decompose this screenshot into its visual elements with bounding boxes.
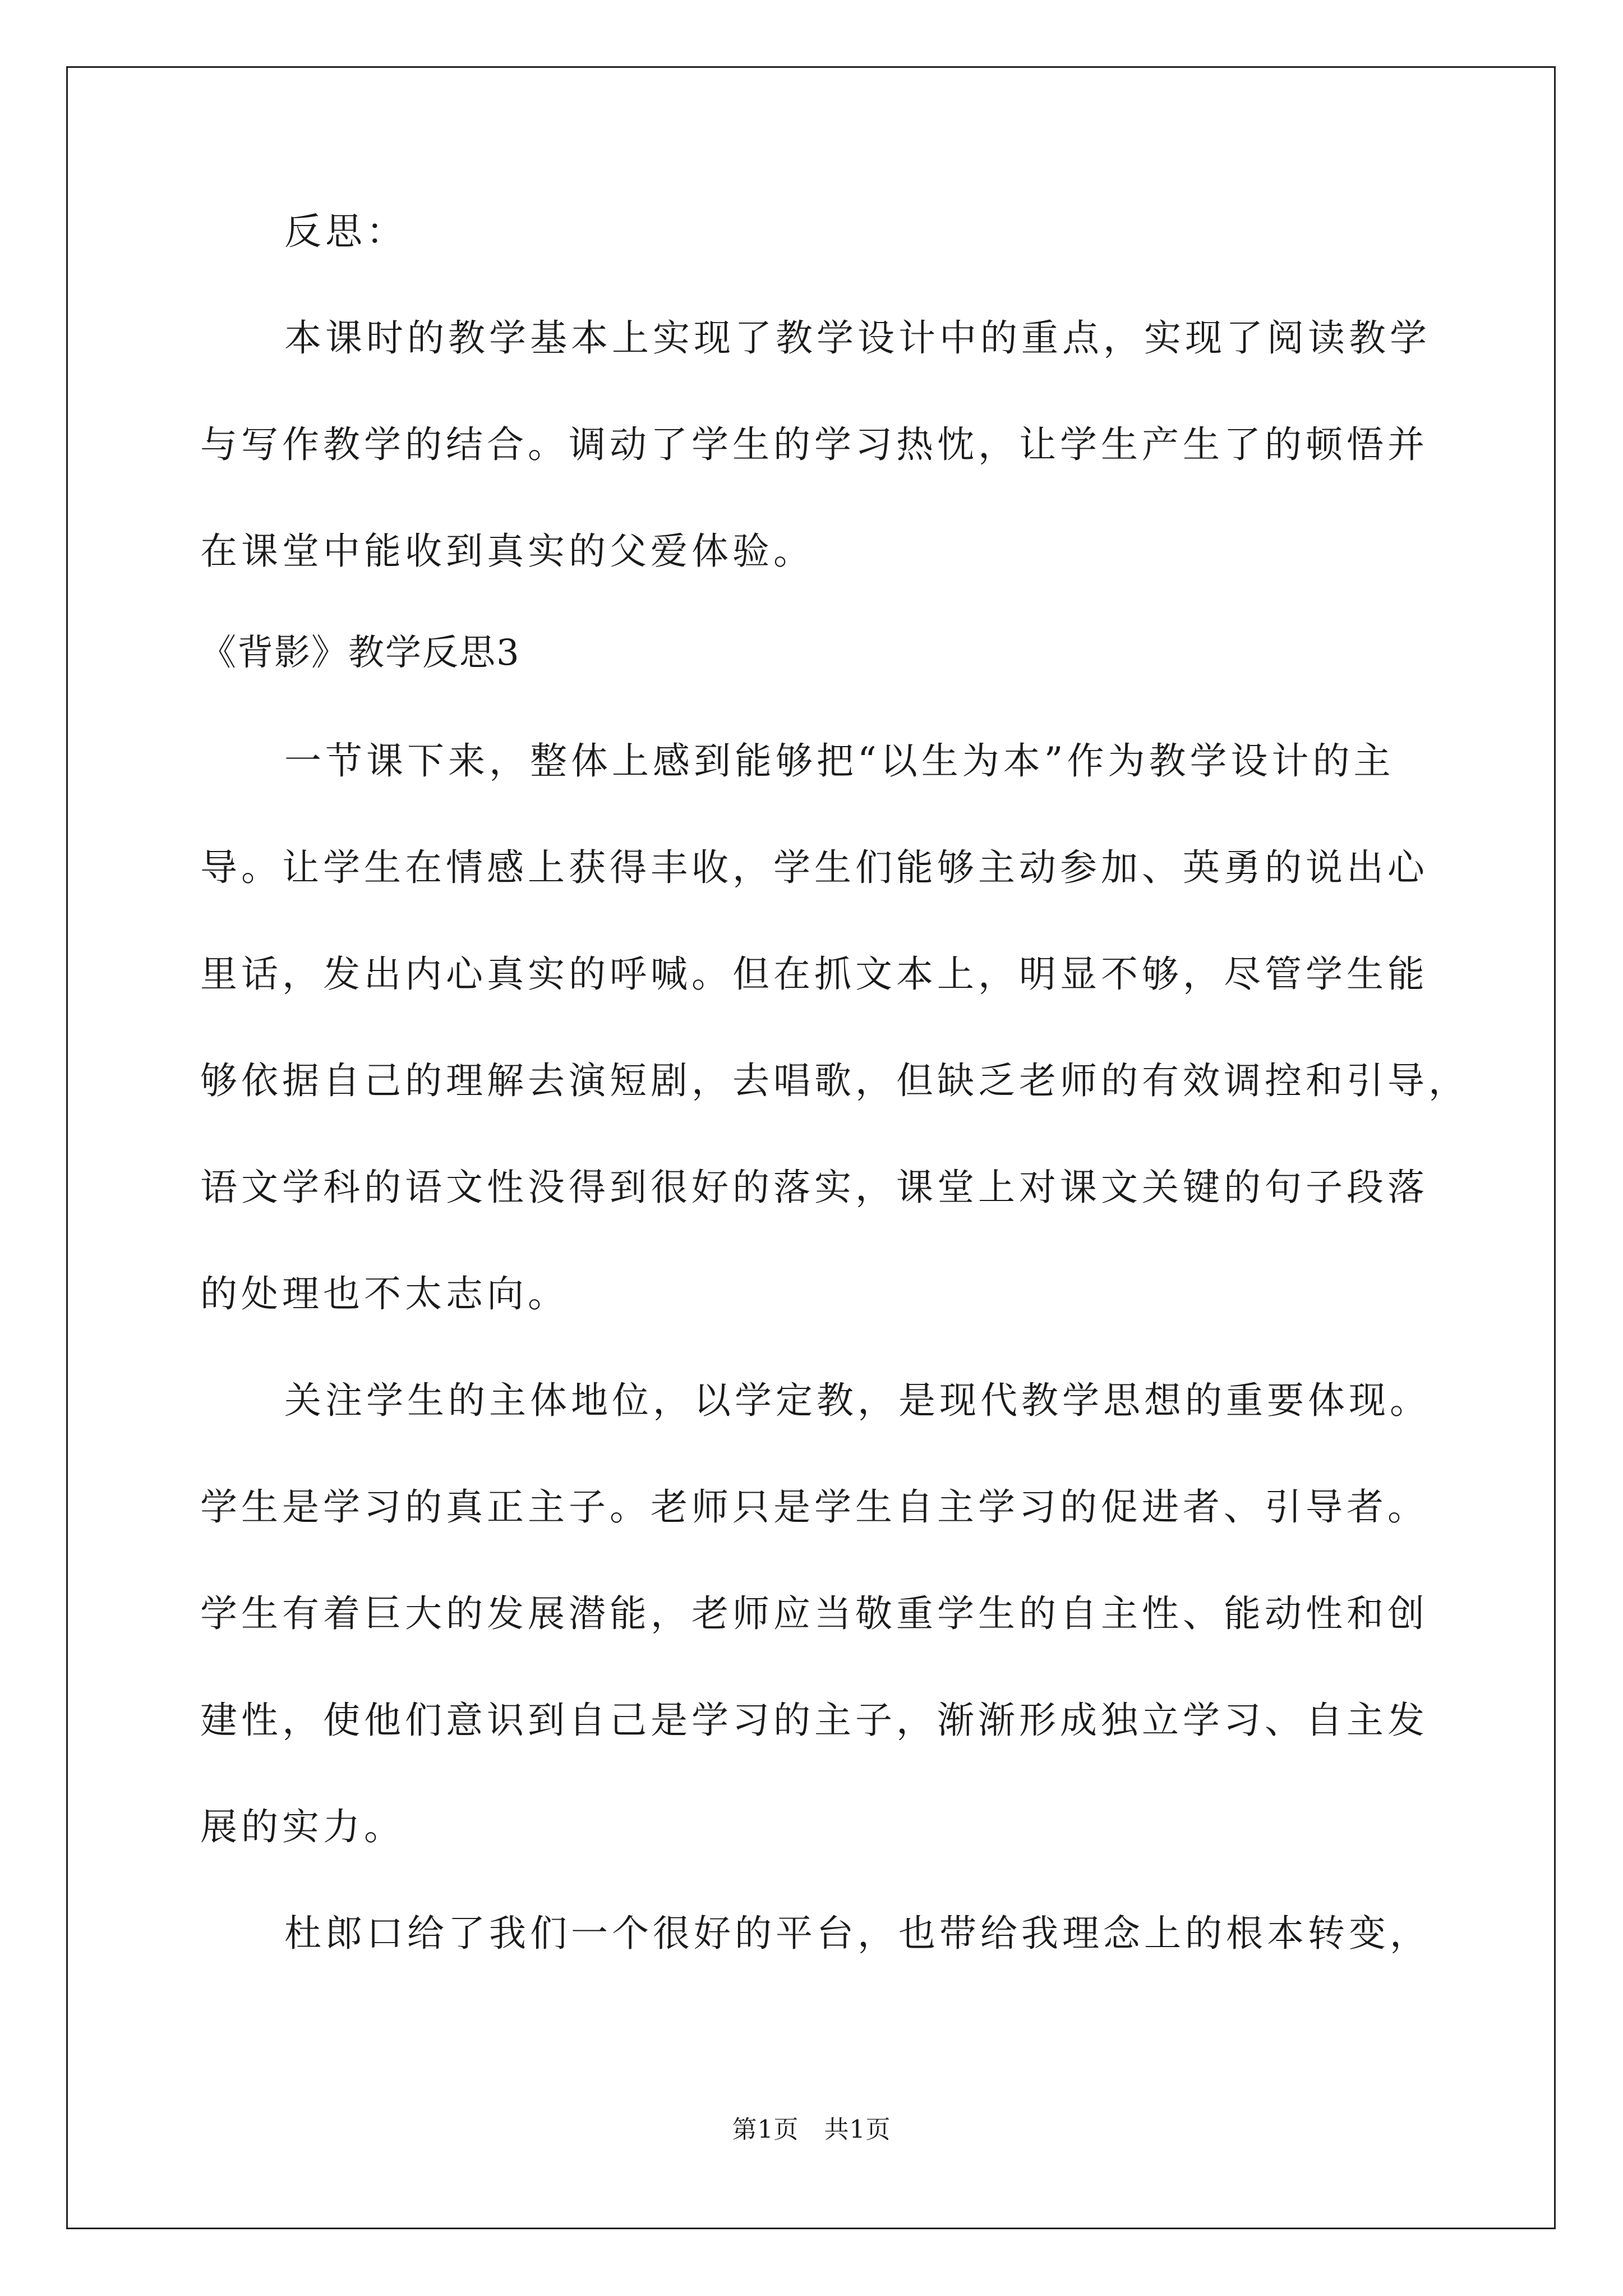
page-total: 共1页	[824, 2115, 891, 2144]
text-line: 的处理也不太志向。	[200, 1272, 569, 1315]
text-line: 学生是学习的真正主子。老师只是学生自主学习的促进者、引导者。	[200, 1485, 1428, 1529]
page-number: 第1页	[732, 2115, 799, 2144]
text-line: 在课堂中能收到真实的父爱体验。	[200, 530, 814, 573]
page-footer	[0, 2115, 1623, 2144]
text-line: 里话，发出内心真实的呼喊。但在抓文本上，明显不够，尽管学生能	[200, 953, 1428, 996]
text-line: 与写作教学的结合。调动了学生的学习热忱，让学生产生了的顿悟并	[200, 423, 1428, 466]
text-line: 语文学科的语文性没得到很好的落实，课堂上对课文关键的句子段落	[200, 1166, 1428, 1209]
section-heading: 《背影》教学反思3	[200, 632, 520, 674]
paragraph-label-fansi: 反思：	[284, 210, 407, 253]
text-line: 建性，使他们意识到自己是学习的主子，渐渐形成独立学习、自主发	[200, 1699, 1428, 1742]
text-line: 导。让学生在情感上获得丰收，学生们能够主动参加、英勇的说出心	[200, 846, 1428, 889]
document-body	[200, 210, 1469, 1955]
text-line: 关注学生的主体地位，以学定教，是现代教学思想的重要体现。	[284, 1379, 1431, 1422]
footer-spacer	[799, 2115, 824, 2144]
text-line: 杜郎口给了我们一个很好的平台，也带给我理念上的根本转变，	[284, 1912, 1431, 1955]
text-line: 展的实力。	[200, 1805, 405, 1848]
text-line: 本课时的教学基本上实现了教学设计中的重点，实现了阅读教学	[284, 316, 1431, 360]
text-line: 学生有着巨大的发展潜能，老师应当敬重学生的自主性、能动性和创	[200, 1592, 1428, 1635]
text-line: 够依据自己的理解去演短剧，去唱歌，但缺乏老师的有效调控和引导，	[200, 1059, 1469, 1102]
text-line: 一节课下来，整体上感到能够把“以生为本”作为教学设计的主	[284, 739, 1395, 783]
